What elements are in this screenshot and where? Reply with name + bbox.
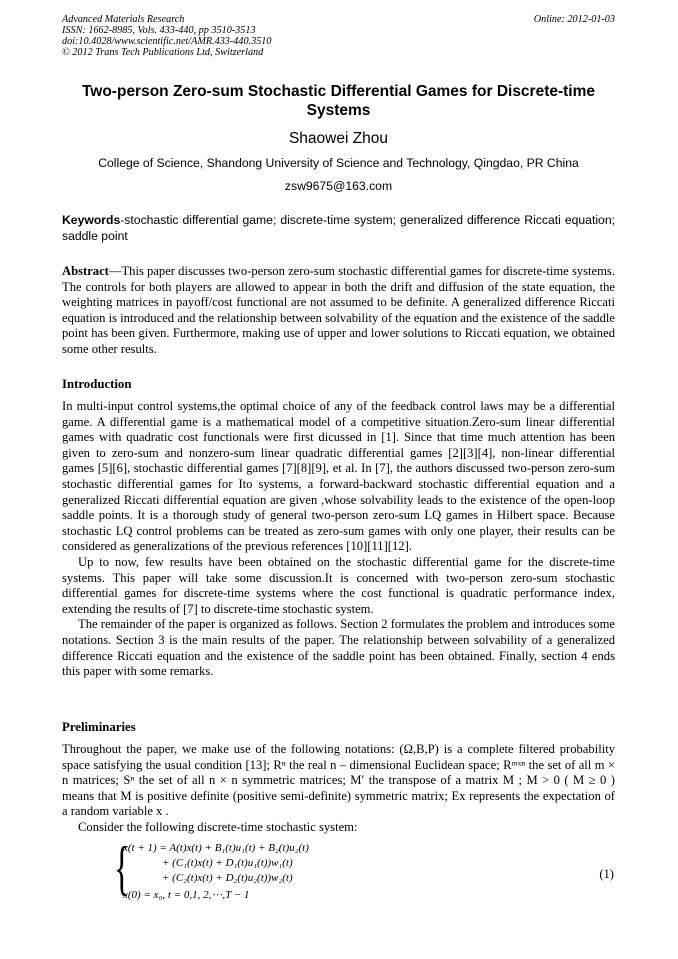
- author-email: zsw9675@163.com: [284, 179, 393, 193]
- equation-number: (1): [599, 867, 614, 881]
- issn-line: ISSN: 1662-8985, Vols. 433-440, pp 3510-3513: [62, 25, 256, 36]
- paper-title: Two-person Zero-sum Stochastic Differential Games for Discrete-time Systems: [81, 83, 596, 119]
- keywords-label: Keywords: [62, 213, 121, 227]
- abstract-label: Abstract: [62, 264, 109, 278]
- journal-name: Advanced Materials Research: [62, 14, 185, 25]
- keywords-text: -stochastic differential game; discrete-time system; generalized difference Riccati equation; saddle point: [62, 213, 615, 243]
- introduction-body: [62, 399, 615, 680]
- prelim-paragraph-1: Throughout the paper, we make use of the following notations: (Ω,B,P) is a complete filtered probability space satisfying the usual condition [13]; Rⁿ the real n – dimensional Euclidean space; Rᵐˣⁿ the set of all m × n matrices; Sⁿ the set of all n × n symmetric matrices; M′ the transpose of a matrix M ; M > 0 ( M ≥ 0 ) means that M is positive definite (positive semi-definite) symmetric matrix; Ex represents the expectation of a random variable x .: [62, 742, 615, 819]
- equation-1: [114, 835, 614, 904]
- author-affiliation: College of Science, Shandong University of Science and Technology, Qingdao, PR China: [98, 156, 579, 170]
- online-date: Online: 2012-01-03: [533, 14, 615, 25]
- keywords: [62, 212, 615, 244]
- preliminaries-body: [62, 742, 615, 836]
- prelim-paragraph-2: Consider the following discrete-time stochastic system:: [78, 819, 358, 834]
- abstract: [62, 264, 615, 358]
- intro-paragraph-1: In multi-input control systems,the optimal choice of any of the feedback control laws may be a differential game. A differential game is a mathematical model of a competitive situation.Zero-sum linear differential games with quadratic cost functionals were first dicussed in [1]. Since that time much attention has been given to zero-sum and nonzero-sum linear quadratic differential games [2][3][4], non-linear differential games [5][6], stochastic differential games [7][8][9], et al. In [7], the authors discussed two-person zero-sum stochastic differential games for Ito systems, a forward-backward stochastic differential equation and a generalized Riccati differential equation are given ,whose solvability leads to the existence of the open-loop saddle points. It is a thorough study of general two-person zero-sum LQ games in Hilbert space. Because stochastic LQ control problems can be treated as zero-sum games with only one player, their results can be considered as generalizations of the previous references [10][11][12].: [62, 399, 615, 554]
- preliminaries-heading: Preliminaries: [62, 720, 136, 734]
- equation-line-2: + (C₁(t)x(t) + D₁(t)u₁(t))w₁(t): [162, 857, 293, 869]
- doi-line: doi:10.4028/www.scientific.net/AMR.433-440.3510: [62, 36, 272, 47]
- introduction-heading: Introduction: [62, 377, 132, 391]
- equation-line-1: x(t + 1) = A(t)x(t) + B₁(t)u₁(t) + B₂(t)u₂(t): [123, 842, 309, 854]
- author-name: Shaowei Zhou: [288, 130, 389, 147]
- copyright-line: © 2012 Trans Tech Publications Ltd, Switzerland: [62, 47, 264, 58]
- equation-brace: {: [114, 835, 130, 901]
- intro-paragraph-2: Up to now, few results have been obtained on the stochastic differential game for the discrete-time systems. This paper will take some discussion.It is concerned with two-person zero-sum stochastic differential games for discrete-time systems where the cost functional is quadratic performance index, extending the results of [7] to discrete-time stochastic system.: [62, 554, 615, 616]
- intro-paragraph-3: The remainder of the paper is organized as follows. Section 2 formulates the problem and introduces some notations. Section 3 is the main results of the paper. The relationship between solvability of a generalized difference Riccati equation and the existence of the saddle point has been obtained. Finally, section 4 ends this paper with some remarks.: [62, 617, 615, 679]
- publication-header: [62, 14, 615, 58]
- abstract-text: —This paper discusses two-person zero-sum stochastic differential games for discrete-time systems. The controls for both players are allowed to appear in both the drift and diffusion of the state equation, the weighting matrices in payoff/cost functional are not assumed to be definite. A generalized difference Riccati equation is introduced and the relationship between solvability of the equation and the existence of the saddle point has been given. Furthermore, making use of upper and lower solutions to Riccati equation, we obtained some other results.: [62, 264, 615, 356]
- equation-line-4: x(0) = x₀, t = 0,1, 2,⋯,T − 1: [123, 889, 250, 901]
- equation-line-3: + (C₂(t)x(t) + D₂(t)u₂(t))w₂(t): [162, 872, 293, 884]
